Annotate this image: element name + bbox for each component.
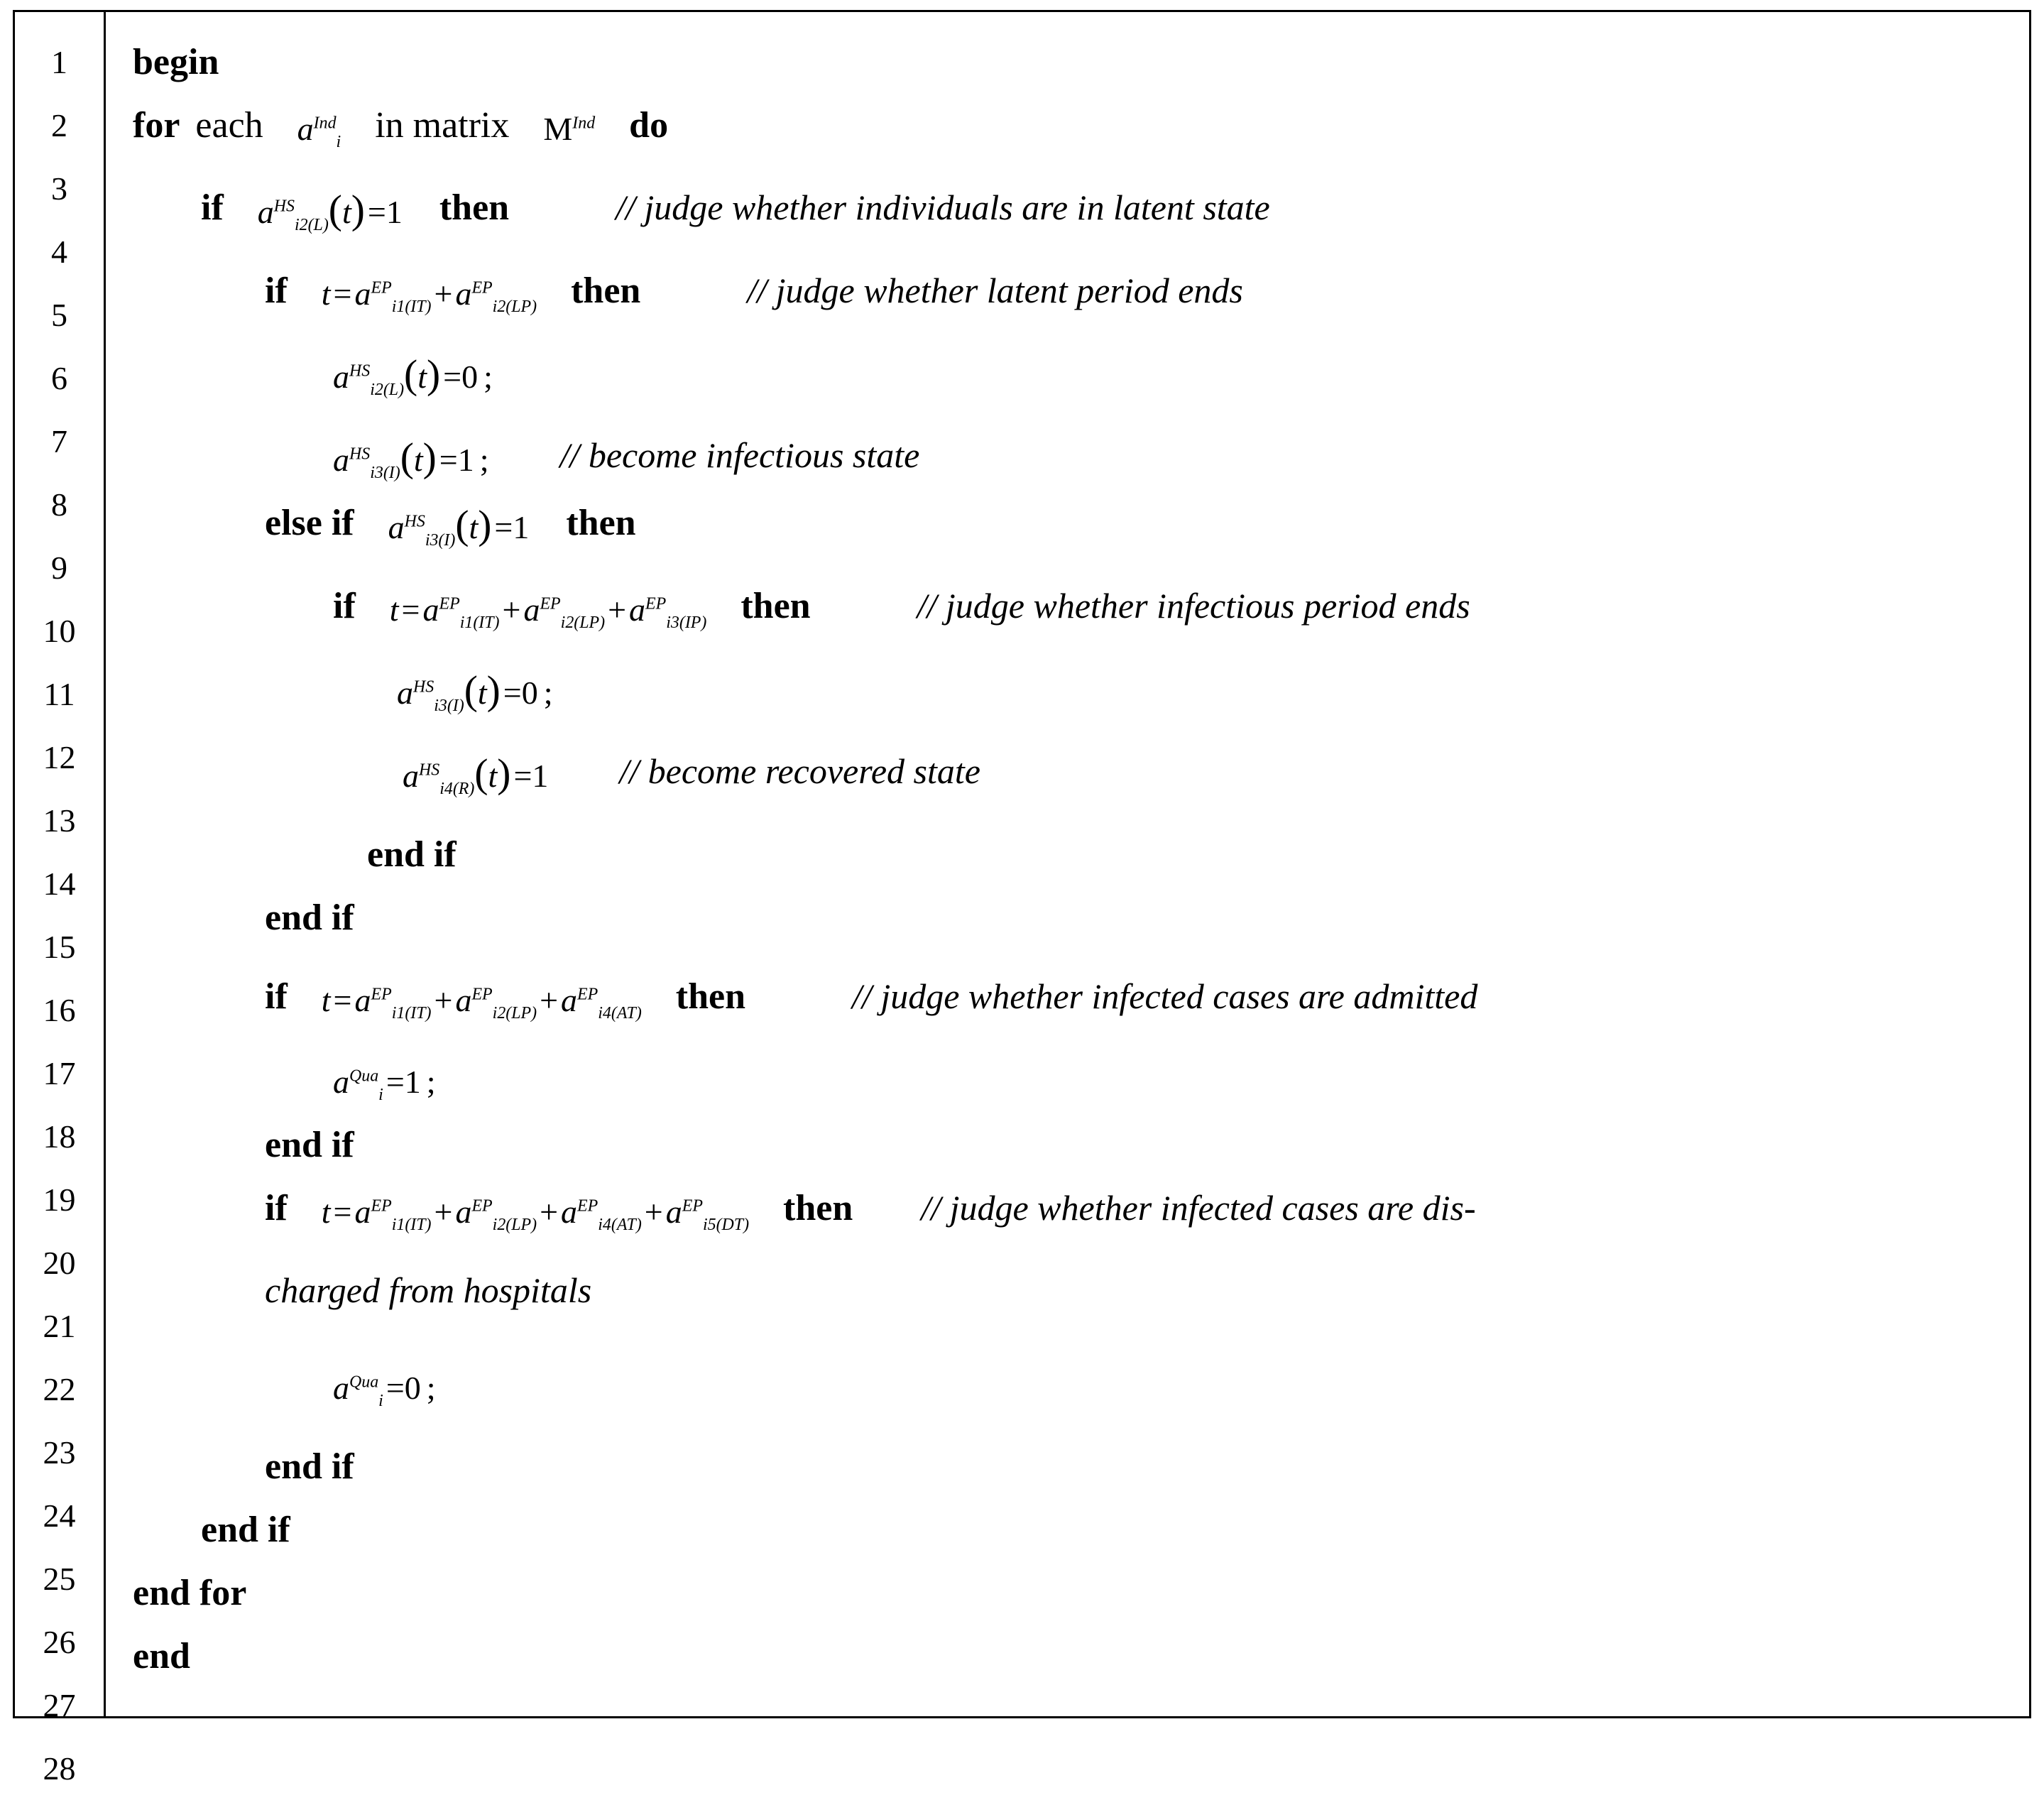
expr-t-eq-sum-it-lp: $t=a^{EP}_{i1(IT)}+a^{EP}_{i2(LP)}$ [321, 276, 537, 317]
keyword-if: if [265, 1188, 288, 1229]
code-line-15 [133, 823, 2022, 886]
keyword-end-if: end if [265, 1446, 354, 1488]
line-number: 11 [43, 676, 75, 712]
comment-become-recovered: // become recovered state [619, 751, 980, 791]
keyword-then: then [439, 187, 510, 228]
code-line-16 [133, 886, 2022, 949]
code-line-26 [133, 1498, 2022, 1561]
expr-a-i3I-HS-eq1: $a^{HS}_{i3(I)}(t)=1$ [388, 503, 530, 550]
keyword-end-for: end for [133, 1573, 247, 1614]
line-number: 2 [51, 107, 67, 143]
code-line-2 [133, 94, 2022, 160]
line-number: 7 [51, 423, 67, 459]
code-line-1 [133, 31, 2022, 94]
line-number: 18 [43, 1118, 76, 1155]
line-number: 12 [43, 739, 76, 775]
code-line-17 [133, 949, 2022, 1047]
code-line-21 [133, 1177, 2022, 1243]
stmt-a-i2L-HS-eq0: $a^{HS}_{i2(L)}(t)=0$ ; [333, 352, 493, 400]
comment-become-infectious: // become infectious state [559, 435, 920, 476]
code-line-27 [133, 1561, 2022, 1625]
line-number: 25 [43, 1561, 76, 1597]
line-number: 1 [51, 44, 67, 80]
keyword-then: then [571, 270, 641, 311]
code-line-13 [133, 724, 2022, 823]
line-number: 20 [43, 1245, 76, 1281]
symbol-matrix-m-ind: $M^{Ind}$ [543, 110, 596, 147]
line-number: 28 [43, 1750, 76, 1787]
symbol-a-i-ind: $a^{Ind}_i$ [297, 110, 341, 151]
line-number: 10 [43, 613, 76, 649]
comment-infectious-period-ends: // judge whether infectious period ends [917, 586, 1470, 626]
expr-t-eq-sum-it-lp-at-dt: $t=a^{EP}_{i1(IT)}+a^{EP}_{i2(LP)}+a^{EP}_{i4(AT)}+a^{EP}_{i5(DT)}$ [321, 1193, 750, 1234]
code-line-5 [133, 259, 2022, 326]
keyword-then: then [566, 503, 636, 544]
token-each: each [195, 105, 263, 146]
line-number: 23 [43, 1434, 76, 1471]
keyword-end: end [133, 1636, 190, 1677]
keyword-end-if: end if [367, 834, 457, 876]
code-line-12 [133, 657, 2022, 724]
line-number: 22 [43, 1371, 76, 1407]
keyword-if: if [265, 976, 288, 1018]
code-line-25 [133, 1435, 2022, 1498]
expr-a-i2L-HS-t: $a^{HS}_{i2(L)}(t)=1$ [257, 187, 403, 234]
stmt-a-i-qua-eq0: $a^{Qua}_i=0$ ; [333, 1370, 436, 1411]
comment-cases-discharged-part1: // judge whether infected cases are dis- [921, 1188, 1476, 1228]
line-number: 9 [51, 550, 67, 586]
code-line-8 [133, 424, 2022, 491]
comment-latent-period-ends: // judge whether latent period ends [747, 270, 1243, 310]
keyword-if: if [201, 187, 224, 228]
keyword-end-if: end if [265, 1125, 354, 1166]
token-in-matrix: in matrix [375, 105, 510, 146]
keyword-then: then [675, 976, 746, 1018]
line-number: 5 [51, 297, 67, 333]
line-number: 3 [51, 170, 67, 207]
line-number: 27 [43, 1687, 76, 1723]
keyword-end-if: end if [201, 1510, 290, 1551]
keyword-then: then [783, 1188, 853, 1229]
line-number: 6 [51, 360, 67, 396]
keyword-do: do [629, 105, 669, 146]
stmt-a-i3I-HS-eq1: $a^{HS}_{i3(I)}(t)=1$ ; [333, 435, 489, 483]
comment-latent-state: // judge whether individuals are in latent state [616, 187, 1270, 227]
code-line-3 [133, 160, 2022, 259]
pseudocode-body [106, 12, 2029, 1716]
line-number: 15 [43, 929, 76, 965]
line-number: 16 [43, 992, 76, 1028]
line-number: 19 [43, 1182, 76, 1218]
line-number: 26 [43, 1624, 76, 1660]
code-line-22 [133, 1243, 2022, 1338]
keyword-for: for [133, 105, 180, 146]
code-line-6 [133, 325, 2022, 424]
expr-t-eq-sum-it-lp-ip: $t=a^{EP}_{i1(IT)}+a^{EP}_{i2(LP)}+a^{EP}_{i3(IP)}$ [389, 591, 707, 633]
line-number: 13 [43, 802, 76, 839]
algorithm-box [13, 10, 2031, 1787]
line-number: 8 [51, 486, 67, 523]
code-line-23 [133, 1338, 2022, 1436]
line-number: 21 [43, 1308, 76, 1344]
comment-cases-admitted: // judge whether infected cases are admitted [852, 976, 1478, 1017]
line-number: 4 [51, 234, 67, 270]
stmt-a-i3I-HS-eq0: $a^{HS}_{i3(I)}(t)=0$ ; [397, 668, 553, 716]
code-line-28 [133, 1625, 2022, 1688]
stmt-a-i4R-HS-eq1: $a^{HS}_{i4(R)}(t)=1$ [403, 751, 549, 799]
keyword-else-if: else if [265, 503, 354, 544]
keyword-if: if [333, 586, 356, 627]
code-line-9 [133, 491, 2022, 559]
keyword-then: then [740, 586, 811, 627]
keyword-begin: begin [133, 42, 219, 82]
code-line-20 [133, 1113, 2022, 1177]
line-number: 14 [43, 866, 76, 902]
code-line-10 [133, 559, 2022, 657]
line-number: 24 [43, 1498, 76, 1534]
line-number: 17 [43, 1055, 76, 1091]
keyword-if: if [265, 270, 288, 311]
code-line-19 [133, 1047, 2022, 1114]
keyword-end-if: end if [265, 898, 354, 939]
comment-cases-discharged-part2: charged from hospitals [265, 1270, 592, 1310]
stmt-a-i-qua-eq1: $a^{Qua}_i=1$ ; [333, 1064, 436, 1105]
expr-t-eq-sum-it-lp-at: $t=a^{EP}_{i1(IT)}+a^{EP}_{i2(LP)}+a^{EP}_{i4(AT)}$ [321, 981, 642, 1022]
line-number-gutter [15, 12, 106, 1787]
